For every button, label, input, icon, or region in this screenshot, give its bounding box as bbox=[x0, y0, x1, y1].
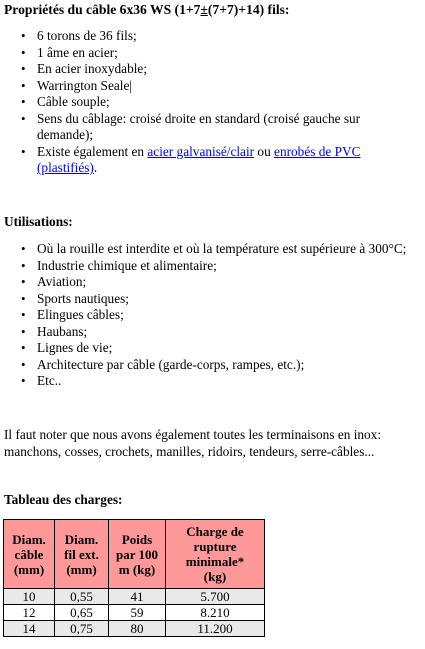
list-item: • Où la rouille est interdite et où la température est supérieure à 300°C; bbox=[4, 241, 409, 258]
table-row bbox=[4, 605, 265, 621]
cell-wire-diameter: 0,55 bbox=[55, 589, 109, 605]
loads-table bbox=[3, 519, 265, 637]
table-row bbox=[4, 589, 265, 605]
list-item: • Haubans; bbox=[4, 324, 409, 341]
section-title-uses: Utilisations: bbox=[4, 214, 73, 229]
list-item: • Lignes de vie; bbox=[4, 340, 409, 357]
list-item-also-available: • Existe également en acier galvanisé/clair ou enrobés de PVC (plastifiés). bbox=[4, 144, 404, 177]
list-item: • 6 torons de 36 fils; bbox=[4, 28, 404, 45]
list-item: • Elingues câbles; bbox=[4, 307, 409, 324]
section-title-properties: Propriétés du câble 6x36 WS (1+7±(7+7)+14) fils: bbox=[4, 2, 290, 17]
cell-breaking-load: 8.210 bbox=[166, 605, 265, 621]
header-breaking-load: Charge de rupture minimale* (kg) bbox=[166, 520, 265, 589]
list-item: • Industrie chimique et alimentaire; bbox=[4, 258, 409, 275]
properties-list bbox=[4, 28, 404, 177]
cell-cable-diameter: 10 bbox=[4, 589, 55, 605]
cell-weight: 41 bbox=[109, 589, 166, 605]
header-weight: Poids par 100 m (kg) bbox=[109, 520, 166, 589]
list-item: • 1 âme en acier; bbox=[4, 45, 404, 62]
list-item: • Sports nautiques; bbox=[4, 291, 409, 308]
cell-breaking-load: 5.700 bbox=[166, 589, 265, 605]
header-wire-diameter: Diam. fil ext. (mm) bbox=[55, 520, 109, 589]
list-item: • Câble souple; bbox=[4, 94, 404, 111]
table-row bbox=[4, 621, 265, 637]
list-item: • En acier inoxydable; bbox=[4, 61, 404, 78]
list-item: • Etc.. bbox=[4, 373, 409, 390]
header-cable-diameter: Diam. câble (mm) bbox=[4, 520, 55, 589]
list-item: • Architecture par câble (garde-corps, rampes, etc.); bbox=[4, 357, 409, 374]
list-item: • Sens du câblage: croisé droite en standard (croisé gauche sur demande); bbox=[4, 111, 404, 144]
section-title-loads-table: Tableau des charges: bbox=[4, 492, 123, 507]
terminations-note: Il faut noter que nous avons également toutes les terminaisons en inox: manchons, cosses, crochets, manilles, ridoirs, tendeurs, serre-câbles... bbox=[4, 427, 382, 459]
cell-wire-diameter: 0,75 bbox=[55, 621, 109, 637]
cell-cable-diameter: 14 bbox=[4, 621, 55, 637]
link-pvc-coated[interactable]: enrobés de PVC (plastifiés) bbox=[37, 143, 361, 175]
cell-wire-diameter: 0,65 bbox=[55, 605, 109, 621]
uses-list bbox=[4, 241, 409, 390]
cell-weight: 80 bbox=[109, 621, 166, 637]
table-header-row bbox=[4, 520, 265, 589]
link-galvanized-steel[interactable]: acier galvanisé/clair bbox=[147, 143, 255, 159]
cell-cable-diameter: 12 bbox=[4, 605, 55, 621]
list-item: • Warrington Seale| bbox=[4, 78, 404, 95]
cell-weight: 59 bbox=[109, 605, 166, 621]
cell-breaking-load: 11.200 bbox=[166, 621, 265, 637]
list-item: • Aviation; bbox=[4, 274, 409, 291]
